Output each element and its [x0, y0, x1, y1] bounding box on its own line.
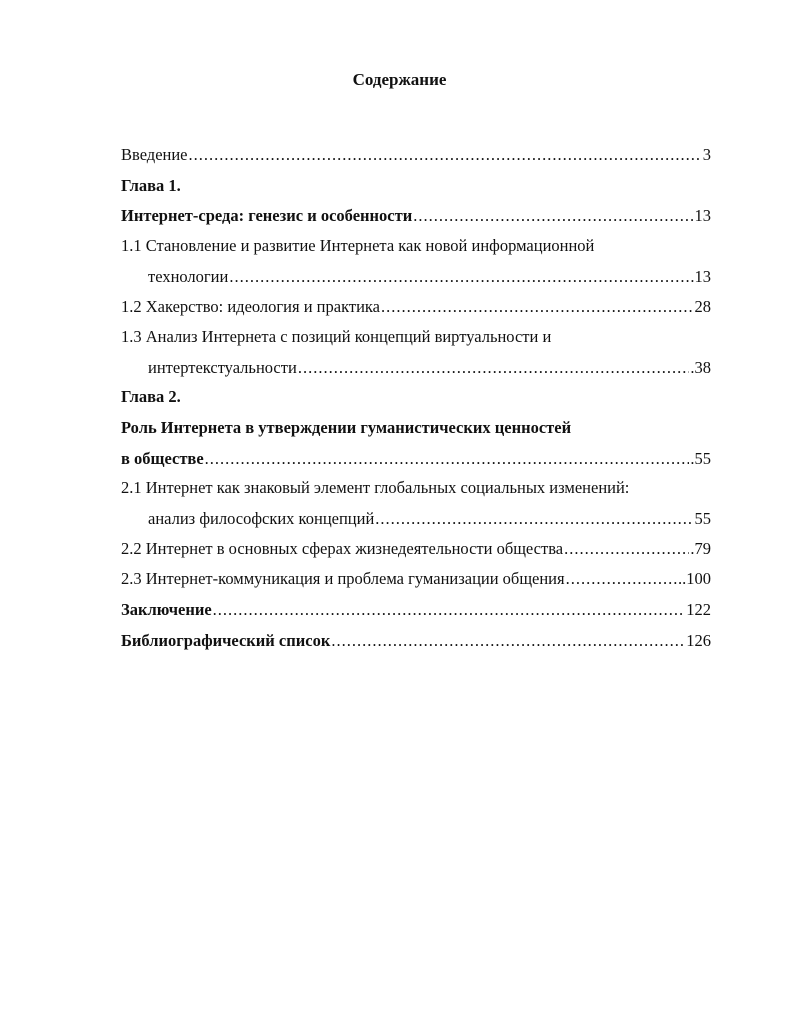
- toc-section-1-1-line-1: [121, 236, 711, 256]
- toc-chapter-1-heading: [121, 176, 711, 196]
- toc-page-number: .13: [690, 267, 711, 286]
- toc-page-number: ..100: [678, 569, 711, 588]
- toc-dot-leader: [298, 358, 690, 378]
- toc-entry-label: 2.3 Интернет-коммуникация и проблема гуманизации общения: [121, 569, 565, 588]
- toc-section-1-3-line-1: [121, 327, 711, 347]
- toc-page-number: 55: [694, 509, 711, 528]
- toc-entry-label: в обществе: [121, 449, 204, 468]
- toc-entry-label: Библиографический список: [121, 631, 331, 650]
- toc-page-number: 28: [694, 297, 711, 316]
- toc-entry-label: 2.2 Интернет в основных сферах жизнедеятельности общества: [121, 539, 564, 558]
- toc-section-1-3-line-2: [148, 358, 711, 378]
- toc-chapter-2-title-line-1: [121, 418, 711, 438]
- toc-entry-label: Роль Интернета в утверждении гуманистических ценностей: [121, 418, 572, 437]
- toc-chapter-1-title: [121, 206, 711, 226]
- toc-entry-label: Глава 1.: [121, 176, 181, 195]
- toc-entry-label: 1.1 Становление и развитие Интернета как новой информационной: [121, 236, 595, 255]
- toc-entry-label: анализ философских концепций: [148, 509, 375, 528]
- toc-page-number: 126: [686, 631, 711, 650]
- toc-entry-label: Заключение: [121, 600, 212, 619]
- toc-page-number: 122: [686, 600, 711, 619]
- toc-entry-label: интертекстуальности: [148, 358, 297, 377]
- toc-chapter-2-title-line-2: [121, 449, 711, 469]
- toc-chapter-2-heading: [121, 387, 711, 407]
- toc-page-number: 13: [694, 206, 711, 225]
- toc-page-number: 3: [702, 145, 711, 164]
- toc-entry-label: Введение: [121, 145, 188, 164]
- toc-page-number: .79: [690, 539, 711, 558]
- toc-entry-label: 1.2 Хакерство: идеология и практика: [121, 297, 381, 316]
- toc-dot-leader: [213, 600, 686, 620]
- toc-entry-label: технологии: [148, 267, 229, 286]
- toc-section-1-2: [121, 297, 711, 317]
- toc-section-2-3: [121, 569, 711, 589]
- toc-section-1-1-line-2: [148, 267, 711, 287]
- toc-dot-leader: [413, 206, 693, 226]
- toc-section-2-2: [121, 539, 711, 559]
- toc-entry-intro: [121, 145, 711, 165]
- toc-entry-bibliography: [121, 631, 711, 651]
- toc-page-number: .38: [690, 358, 711, 377]
- toc-dot-leader: [564, 539, 689, 559]
- toc-dot-leader: [189, 145, 702, 165]
- toc-dot-leader: [205, 449, 690, 469]
- toc-dot-leader: [381, 297, 693, 317]
- toc-entry-label: Интернет-среда: генезис и особенности: [121, 206, 413, 225]
- toc-entry-label: 2.1 Интернет как знаковый элемент глобальных социальных изменений:: [121, 478, 630, 497]
- toc-dot-leader: [331, 631, 685, 651]
- toc-page-number: .55: [690, 449, 711, 468]
- toc-dot-leader: [375, 509, 693, 529]
- toc-entry-label: 1.3 Анализ Интернета с позиций концепций виртуальности и: [121, 327, 552, 346]
- toc-entry-label: Глава 2.: [121, 387, 181, 406]
- toc-section-2-1-line-2: [148, 509, 711, 529]
- toc-dot-leader: [229, 267, 689, 287]
- page-title: Содержание: [352, 70, 447, 89]
- toc-section-2-1-line-1: [121, 478, 711, 498]
- toc-dot-leader: [566, 569, 677, 589]
- toc-entry-conclusion: [121, 600, 711, 620]
